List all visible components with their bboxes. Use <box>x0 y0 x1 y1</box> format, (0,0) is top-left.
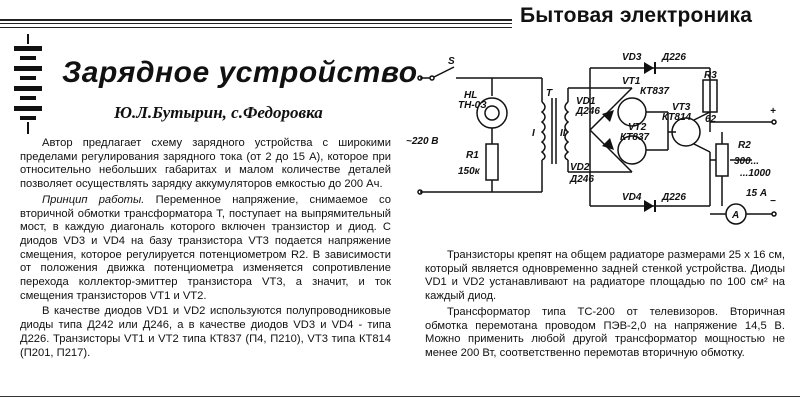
schem-label: VT1 <box>622 76 641 87</box>
schem-label: Д246 <box>570 174 594 185</box>
article-title: Зарядное устройство <box>62 56 418 89</box>
schem-label: T <box>546 88 553 99</box>
bottom-rule <box>0 396 800 397</box>
schem-label: HL <box>464 90 478 101</box>
schem-label: I <box>532 128 535 139</box>
schem-label: 62 <box>705 114 717 125</box>
paragraph <box>20 137 391 192</box>
schem-label: S <box>448 56 455 67</box>
paragraph: Транзисторы крепят на общем радиаторе размерами 25 х 16 см, который является одновременно задней стенкой устройства. Диоды VD1 и VD2 устанавливают на радиаторе площадью по 100 см² на каждый диод. <box>425 249 785 303</box>
schem-label: II <box>560 128 566 139</box>
schem-label: Д226 <box>662 192 686 203</box>
header-rule <box>0 23 512 24</box>
schem-label: ~220 В <box>406 136 439 147</box>
section-title: Бытовая электроника <box>520 4 753 27</box>
left-column <box>20 137 391 360</box>
circuit-schematic <box>400 40 800 245</box>
schem-label: R3 <box>704 70 717 81</box>
schem-label: + <box>770 106 776 117</box>
schem-label: КТ837 <box>640 86 670 97</box>
paragraph-lead: Принцип работы. <box>42 193 145 206</box>
schem-label: ...1000 <box>740 168 771 179</box>
article-author: Ю.Л.Бутырин, с.Федоровка <box>114 103 323 122</box>
schem-label: VT3 <box>672 102 691 113</box>
schem-label: КТ837 <box>620 132 650 143</box>
schem-label: Д246 <box>576 106 600 117</box>
schem-label: R2 <box>738 140 751 151</box>
schem-label: VT2 <box>628 122 647 133</box>
paragraph-text: Переменное напряжение, снимаемое со вторичной обмотки трансформатора Т, поступает на выпрямительный мост, в каждую диагональ которого включен транзистор и диод. С диодов VD3 и VD4 на базу транзистора VT3 подается напряжение смещения, которое регулируется потенциометром R2. В зависимости от положения движка потенциометра изменяется сопротивление перехода коллектор-эмиттер транзистора VT3, а значит, и ток смещения транзисторов VT1 и VT2. <box>20 193 391 302</box>
paragraph <box>20 305 391 360</box>
schem-label: VD4 <box>622 192 642 203</box>
schem-label: VD2 <box>570 162 590 173</box>
header-rule <box>0 19 512 21</box>
schem-label: 150к <box>458 166 480 177</box>
schem-label: VD3 <box>622 52 642 63</box>
paragraph: Трансформатор типа ТС-200 от телевизоров. Вторичная обмотка перемотана проводом ПЭВ-2,0 на напряжение 14,5 В. Можно применить любой другой трансформатор мощностью не менее 200 Вт, соответственно перемотав вторичную обмотку. <box>425 305 785 359</box>
header-rule <box>0 27 512 28</box>
schem-label: Д226 <box>662 52 686 63</box>
schem-label: 15 А <box>746 188 768 199</box>
right-column <box>425 249 785 361</box>
paragraph-text: В качестве диодов VD1 и VD2 используются полупроводниковые диоды типа Д242 или Д246, а в качестве диодов VD3 и VD4 - типа Д226. Транзисторы VT1 и VT2 типа КТ837 (П4, П210), VT3 типа КТ814 (П201, П217). <box>20 305 391 359</box>
schem-label: 300... <box>734 156 760 167</box>
paragraph <box>20 194 391 304</box>
schem-label: − <box>770 196 776 207</box>
battery-icon <box>10 34 46 134</box>
schem-label: A <box>732 210 740 221</box>
paragraph-text: Автор предлагает схему зарядного устройства с широкими пределами регулирования зарядного тока (от 2 до 15 А), которое при относительно небольших габаритах и малом количестве деталей позволяет осуществлять зарядку аккумуляторов емкостью до 200 Ач. <box>20 137 391 191</box>
schem-label: КТ814 <box>662 112 692 123</box>
schem-label: R1 <box>466 150 479 161</box>
schem-label: VD1 <box>576 96 596 107</box>
schem-label: ТН-0З <box>458 100 487 111</box>
